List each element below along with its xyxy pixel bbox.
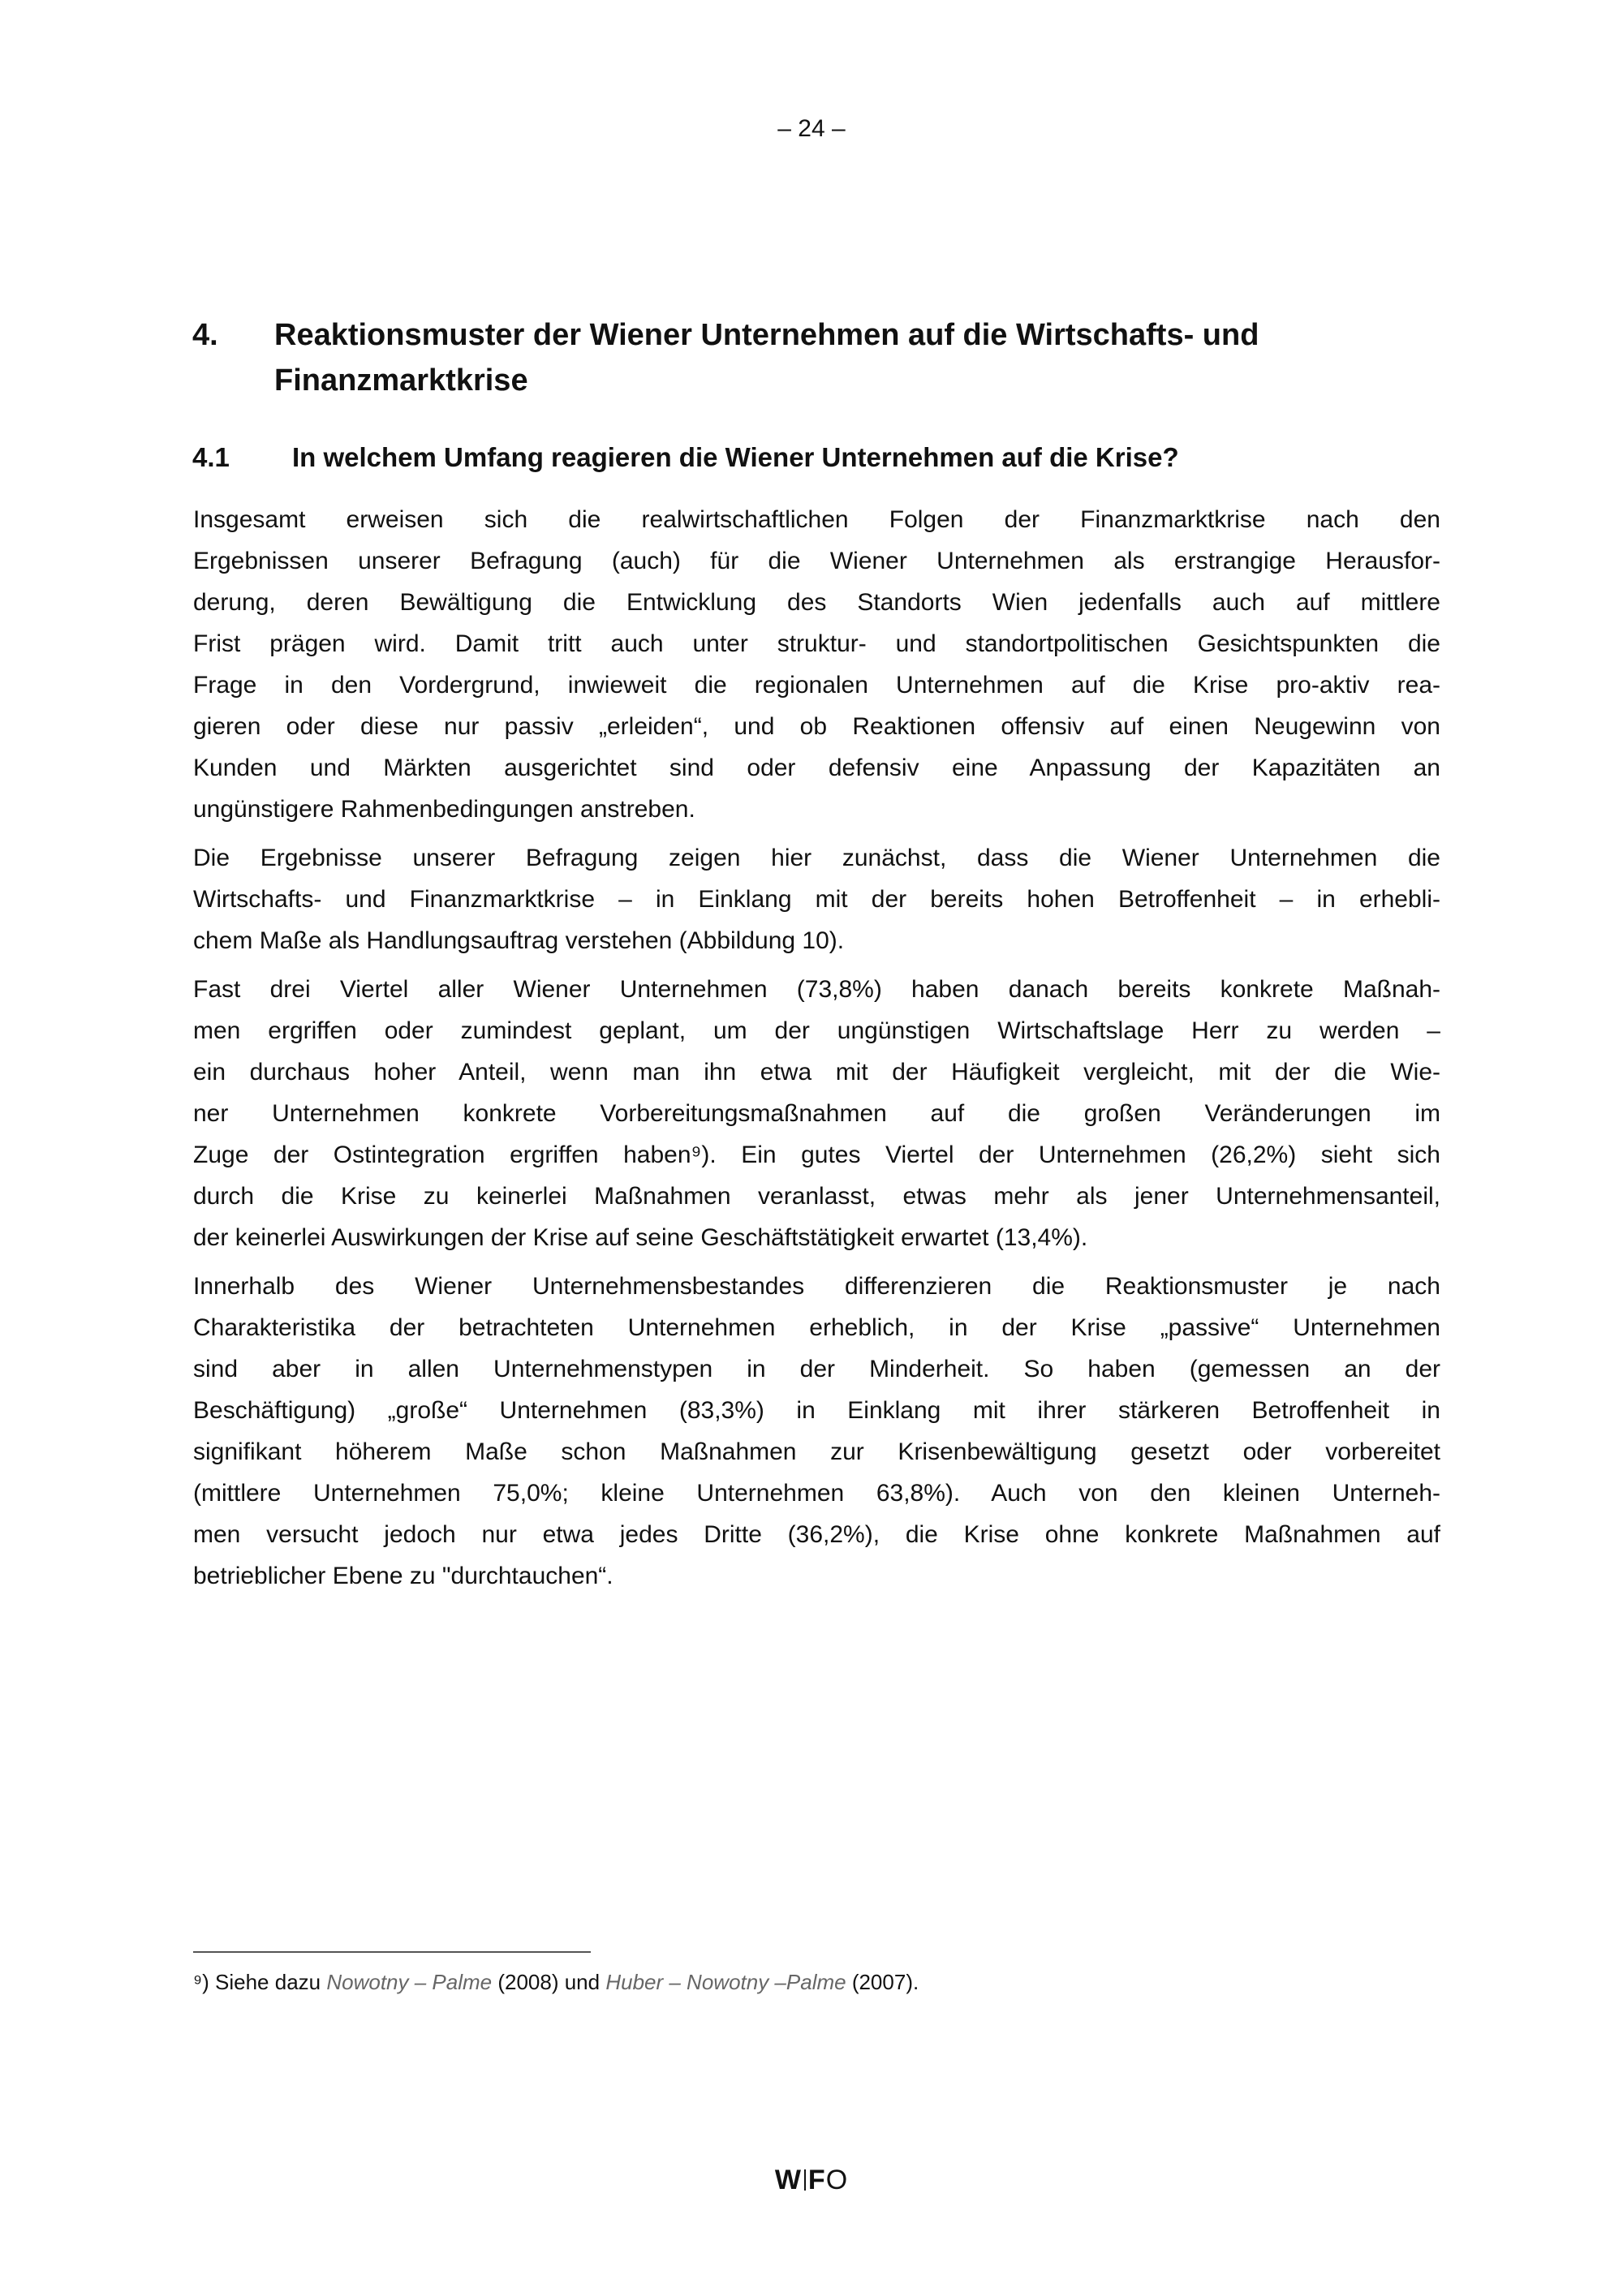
- subsection-heading: [192, 442, 1179, 473]
- footnote: [193, 1970, 919, 1995]
- text-line: Kunden und Märkten ausgerichtet sind oder defensiv eine Anpassung der Kapazitäten an: [193, 755, 1440, 781]
- text-line: Insgesamt erweisen sich die realwirtschaftlichen Folgen der Finanzmarktkrise nach den: [193, 506, 1440, 533]
- text-line: Zuge der Ostintegration ergriffen haben⁹). Ein gutes Viertel der Unternehmen (26,2%) sieht sich: [193, 1142, 1440, 1168]
- text-line: ner Unternehmen konkrete Vorbereitungsmaßnahmen auf die großen Veränderungen im: [193, 1100, 1440, 1127]
- body-text: [193, 499, 1440, 1604]
- text-line: men versucht jedoch nur etwa jedes Dritte (36,2%), die Krise ohne konkrete Maßnahmen auf: [193, 1521, 1440, 1548]
- wifo-logo: [0, 2165, 1623, 2196]
- text-line: Charakteristika der betrachteten Unternehmen erheblich, in der Krise „passive“ Unternehmen: [193, 1314, 1440, 1341]
- logo-bar: [804, 2169, 806, 2191]
- footnote-text: (2008) und: [492, 1970, 606, 1994]
- text-line: (mittlere Unternehmen 75,0%; kleine Unternehmen 63,8%). Auch von den kleinen Unterneh-: [193, 1480, 1440, 1507]
- text-line: Innerhalb des Wiener Unternehmensbestandes differenzieren die Reaktionsmuster je nach: [193, 1273, 1440, 1300]
- text-line: men ergriffen oder zumindest geplant, um der ungünstigen Wirtschaftslage Herr zu werden –: [193, 1017, 1440, 1044]
- text-line: Frage in den Vordergrund, inwieweit die regionalen Unternehmen auf die Krise pro-aktiv rea-: [193, 672, 1440, 699]
- subsection-title: In welchem Umfang reagieren die Wiener Unternehmen auf die Krise?: [292, 442, 1179, 472]
- text-line: Die Ergebnisse unserer Befragung zeigen hier zunächst, dass die Wiener Unternehmen die: [193, 845, 1440, 871]
- section-number: 4.: [192, 318, 218, 352]
- text-line: chem Maße als Handlungsauftrag verstehen (Abbildung 10).: [193, 927, 845, 954]
- text-line: Beschäftigung) „große“ Unternehmen (83,3%) in Einklang mit ihrer stärkeren Betroffenheit in: [193, 1397, 1440, 1424]
- paragraph: [193, 837, 1440, 961]
- text-line: sind aber in allen Unternehmenstypen in der Minderheit. So haben (gemessen an der: [193, 1356, 1440, 1382]
- text-line: Wirtschafts- und Finanzmarktkrise – in Einklang mit der bereits hohen Betroffenheit – in erhebli-: [193, 886, 1440, 913]
- logo-letter: F: [807, 2165, 826, 2195]
- text-line: Fast drei Viertel aller Wiener Unternehmen (73,8%) haben danach bereits konkrete Maßnah-: [193, 976, 1440, 1003]
- text-line: ungünstigere Rahmenbedingungen anstreben.: [193, 796, 695, 823]
- subsection-number: 4.1: [192, 442, 230, 472]
- footnote-divider: [193, 1951, 591, 1953]
- text-line: derung, deren Bewältigung die Entwicklung des Standorts Wien jedenfalls auch auf mittlere: [193, 589, 1440, 616]
- text-line: betrieblicher Ebene zu "durchtauchen“.: [193, 1563, 613, 1589]
- text-line: ein durchaus hoher Anteil, wenn man ihn etwa mit der Häufigkeit vergleicht, mit der die Wie-: [193, 1059, 1440, 1086]
- paragraph: [193, 1266, 1440, 1597]
- section-title: Reaktionsmuster der Wiener Unternehmen auf die Wirtschafts- und Finanzmarktkrise: [274, 318, 1259, 398]
- text-line: der keinerlei Auswirkungen der Krise auf seine Geschäftstätigkeit erwartet (13,4%).: [193, 1224, 1088, 1251]
- text-line: durch die Krise zu keinerlei Maßnahmen veranlasst, etwas mehr als jener Unternehmensanteil,: [193, 1183, 1440, 1210]
- footnote-reference: Nowotny – Palme: [326, 1970, 493, 1994]
- footnote-reference: Huber – Nowotny –Palme: [605, 1970, 846, 1994]
- text-line: signifikant höherem Maße schon Maßnahmen zur Krisenbewältigung gesetzt oder vorbereitet: [193, 1438, 1440, 1465]
- logo-letter: W: [774, 2165, 802, 2195]
- text-line: Ergebnissen unserer Befragung (auch) für die Wiener Unternehmen als erstrangige Herausfor-: [193, 548, 1440, 574]
- logo-letter: O: [825, 2165, 849, 2195]
- footnote-text: (2007).: [846, 1970, 919, 1994]
- footnote-prefix: ⁹) Siehe dazu: [193, 1970, 327, 1994]
- paragraph: [193, 969, 1440, 1258]
- text-line: Frist prägen wird. Damit tritt auch unter struktur- und standortpolitischen Gesichtspunkten die: [193, 630, 1440, 657]
- page-number: – 24 –: [777, 115, 846, 142]
- text-line: gieren oder diese nur passiv „erleiden“, und ob Reaktionen offensiv auf einen Neugewinn von: [193, 713, 1440, 740]
- paragraph: [193, 499, 1440, 830]
